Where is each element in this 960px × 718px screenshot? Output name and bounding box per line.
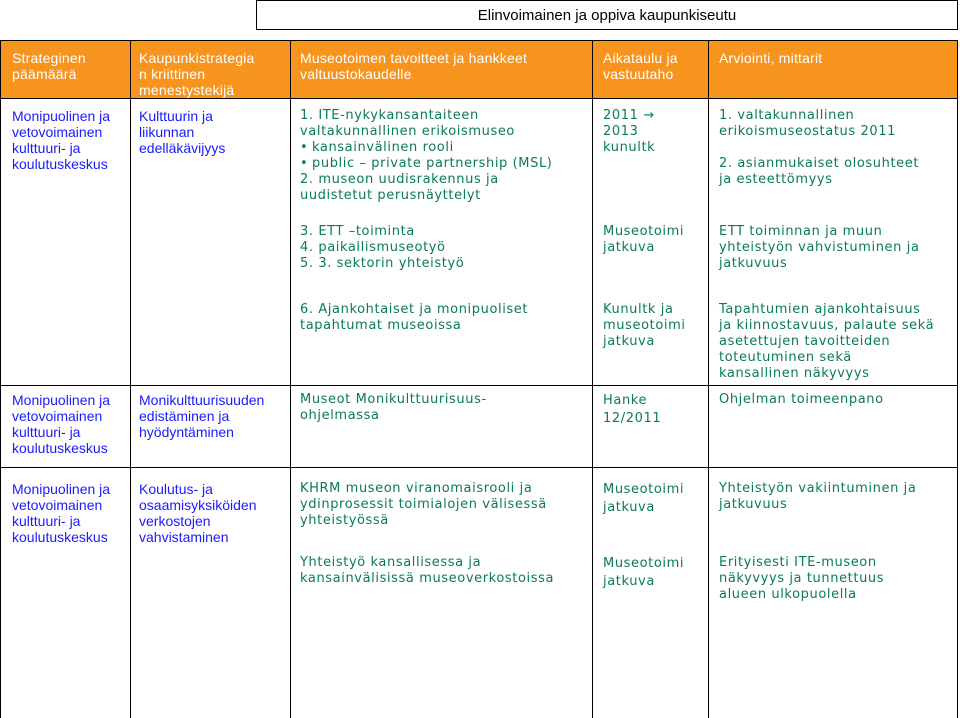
grid-line: [0, 467, 958, 468]
cell-line: jatkuva: [603, 334, 655, 349]
cell-line: koulutuskeskus: [12, 529, 108, 545]
cell-line: Erityisesti ITE-museon: [719, 555, 877, 570]
row4-measures: [719, 392, 955, 408]
header-strategic-goal: [12, 50, 128, 82]
cell-line: kansallinen näkyvyys: [719, 366, 870, 381]
header-text: Museotoimen tavoitteet ja hankkeet: [300, 50, 528, 66]
cell-line: Ohjelman toimeenpano: [719, 392, 884, 407]
cell-line: hyödyntäminen: [139, 424, 234, 440]
cell-line: koulutuskeskus: [12, 156, 108, 172]
cell-line: 5. 3. sektorin yhteistyö: [300, 256, 465, 271]
row5-schedule: [603, 481, 707, 517]
cell-line: ETT toiminnan ja muun: [719, 224, 883, 239]
cell-line: public – private partnership (MSL): [312, 156, 553, 171]
cell-line: kulttuuri- ja: [12, 140, 81, 156]
row1-strategic-goal: [12, 108, 128, 172]
header-text: n kriittinen: [139, 66, 206, 82]
row2-measures: [719, 224, 955, 272]
row5-strategic-goal: [12, 481, 128, 545]
cell-line: KHRM museon viranomaisrooli ja: [300, 481, 533, 496]
bullet-icon: •: [300, 156, 309, 171]
cell-line: Yhteistyön vakiintuminen ja: [719, 481, 917, 496]
row6-measures: [719, 555, 955, 603]
cell-line: kunultk: [603, 140, 656, 155]
row5-critical-factor: [139, 481, 289, 545]
cell-line: vetovoimainen: [12, 124, 103, 140]
arrow-right-icon: →: [643, 108, 655, 123]
cell-line: asetettujen tavoitteiden: [719, 334, 891, 349]
cell-line: vetovoimainen: [12, 497, 103, 513]
cell-line: valtakunnallinen erikoismuseo: [300, 124, 515, 139]
cell-line: jatkuva: [603, 240, 655, 255]
cell-line: Kunultk ja: [603, 302, 674, 317]
cell-line: verkostojen: [139, 513, 211, 529]
bullet-item: [300, 140, 590, 156]
header-goals-projects: [300, 50, 590, 82]
header-text: vastuutaho: [603, 66, 674, 82]
row4-strategic-goal: [12, 392, 128, 456]
cell-line: 1. valtakunnallinen: [719, 108, 855, 123]
header-text: Aikataulu ja: [603, 50, 678, 66]
cell-line: kansainvälinen rooli: [312, 140, 454, 155]
row3-actions: [300, 302, 590, 334]
row2-schedule: [603, 224, 707, 256]
cell-line: jatkuva: [603, 574, 655, 589]
row2-actions: [300, 224, 590, 272]
cell-line: 2. museon uudisrakennus ja: [300, 172, 499, 187]
row5-actions: [300, 481, 590, 529]
cell-line: Tapahtumien ajankohtaisuus: [719, 302, 921, 317]
cell-line: Museot Monikulttuurisuus-: [300, 392, 487, 407]
bullet-icon: •: [300, 140, 309, 155]
cell-line: Hanke: [603, 393, 648, 408]
header-text: menestystekijä: [139, 82, 235, 98]
cell-line: jatkuva: [603, 500, 655, 515]
cell-line: ja kiinnostavuus, palaute sekä: [719, 318, 935, 333]
cell-line: erikoismuseostatus 2011: [719, 124, 896, 139]
cell-line: Monipuolinen ja: [12, 108, 111, 124]
grid-line: [0, 385, 958, 386]
cell-line: edelläkävijyys: [139, 140, 226, 156]
cell-line: alueen ulkopuolella: [719, 587, 857, 602]
grid-line: [0, 98, 958, 99]
cell-line: osaamisyksiköiden: [139, 497, 257, 513]
cell-line: kansainvälisissä museoverkostoissa: [300, 571, 555, 586]
cell-line: edistäminen ja: [139, 408, 230, 424]
cell-line: Yhteistyö kansallisessa ja: [300, 555, 482, 570]
cell-line: Monipuolinen ja: [12, 392, 111, 408]
grid-line: [290, 40, 291, 718]
cell-line: 2013: [603, 124, 639, 139]
grid-line: [0, 40, 958, 41]
header-text: Strateginen: [12, 50, 86, 66]
cell-line: toteutuminen sekä: [719, 350, 852, 365]
row3-measures: [719, 302, 955, 382]
cell-line: Museotoimi: [603, 482, 685, 497]
cell-line: Monipuolinen ja: [12, 481, 111, 497]
cell-line: 1. ITE-nykykansantaiteen: [300, 108, 479, 123]
cell-line: ohjelmassa: [300, 408, 380, 423]
cell-line: liikunnan: [139, 124, 195, 140]
cell-line: kulttuuri- ja: [12, 513, 81, 529]
cell-line: Museotoimi: [603, 556, 685, 571]
cell-line: 12/2011: [603, 411, 662, 426]
cell-line: yhteistyössä: [300, 513, 389, 528]
row1-critical-factor: [139, 108, 289, 156]
row1-measures: [719, 108, 955, 188]
cell-line: Koulutus- ja: [139, 481, 213, 497]
bullet-item: [300, 156, 590, 172]
row5-measures: [719, 481, 955, 513]
cell-line: tapahtumat museoissa: [300, 318, 462, 333]
cell-line: museotoimi: [603, 318, 686, 333]
grid-line: [708, 40, 709, 718]
cell-line: ydinprosessit toimialojen välisessä: [300, 497, 547, 512]
cell-line: ja esteettömyys: [719, 172, 833, 187]
spacer: [719, 140, 955, 156]
title-text: Elinvoimainen ja oppiva kaupunkiseutu: [477, 6, 737, 24]
cell-line: vetovoimainen: [12, 408, 103, 424]
row1-schedule: [603, 108, 707, 156]
header-evaluation: [719, 50, 955, 66]
row1-actions: [300, 108, 590, 204]
grid-line: [592, 40, 593, 718]
cell-line: Museotoimi: [603, 224, 685, 239]
row4-actions: [300, 392, 590, 424]
row3-schedule: [603, 302, 707, 350]
row6-schedule: [603, 555, 707, 591]
cell-line: Kulttuurin ja: [139, 108, 213, 124]
cell-line: Monikulttuurisuuden: [139, 392, 265, 408]
cell-line: 3. ETT –toiminta: [300, 224, 415, 239]
cell-line: 2. asianmukaiset olosuhteet: [719, 156, 920, 171]
cell-line: yhteistyön vahvistuminen ja: [719, 240, 920, 255]
cell-line: 4. paikallismuseotyö: [300, 240, 446, 255]
grid-line: [130, 40, 131, 718]
header-text: valtuustokaudelle: [300, 66, 412, 82]
header-text: päämäärä: [12, 66, 77, 82]
header-text: Arviointi, mittarit: [719, 50, 823, 66]
grid-line: [957, 40, 958, 718]
cell-text: 2011: [603, 108, 644, 123]
cell-line: 6. Ajankohtaiset ja monipuoliset: [300, 302, 529, 317]
cell-line: jatkuvuus: [719, 256, 788, 271]
header-critical-factor: [139, 50, 289, 98]
cell-line: jatkuvuus: [719, 497, 788, 512]
header-text: Kaupunkistrategia: [139, 50, 255, 66]
cell-line: kulttuuri- ja: [12, 424, 81, 440]
row6-actions: [300, 555, 590, 587]
cell-line: vahvistaminen: [139, 529, 229, 545]
cell-line: koulutuskeskus: [12, 440, 108, 456]
cell-line: uudistetut perusnäyttelyt: [300, 188, 481, 203]
row4-critical-factor: [139, 392, 289, 440]
row4-schedule: [603, 392, 707, 428]
header-schedule: [603, 50, 707, 82]
grid-line: [0, 40, 1, 718]
cell-line: näkyvyys ja tunnettuus: [719, 571, 885, 586]
cell-line: [603, 108, 707, 124]
